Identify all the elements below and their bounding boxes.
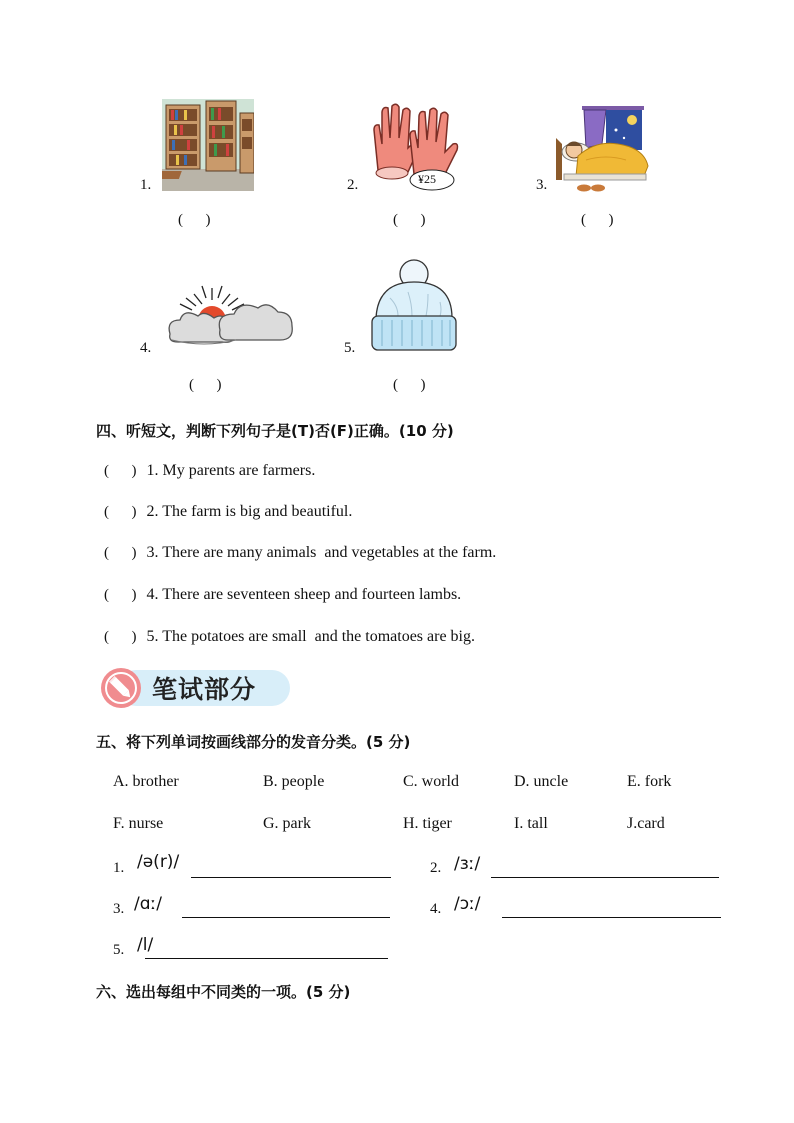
blank-3-number: 3. bbox=[113, 901, 125, 917]
section5-title: 五、将下列单词按画线部分的发音分类。(5 分) bbox=[96, 733, 411, 751]
picture-5-number: 5. bbox=[344, 340, 356, 356]
winter-hat-icon bbox=[368, 258, 458, 354]
picture-1-number: 1. bbox=[140, 177, 152, 193]
blank-4-ipa: /ɔː/ bbox=[454, 894, 481, 914]
picture-2-answer-paren[interactable]: ( ) bbox=[393, 212, 426, 228]
blank-3-ipa: /ɑː/ bbox=[134, 894, 162, 914]
section4-title: 四、听短文，判断下列句子是(T)否(F)正确。(10 分) bbox=[96, 422, 454, 440]
answer-line-2[interactable] bbox=[491, 877, 719, 878]
blank-1-ipa: /ə(r)/ bbox=[137, 852, 180, 872]
section4-item-2 bbox=[104, 503, 352, 521]
section4-item-3 bbox=[104, 544, 496, 562]
picture-3-answer-paren[interactable]: ( ) bbox=[581, 212, 614, 228]
blank-2-ipa: /ɜː/ bbox=[454, 854, 481, 874]
written-section-banner bbox=[100, 667, 292, 709]
picture-3-number: 3. bbox=[536, 177, 548, 193]
word-option: J.card bbox=[627, 815, 665, 832]
section6-title: 六、选出每组中不同类的一项。(5 分) bbox=[96, 983, 351, 1001]
statement-text: 5. The potatoes are small and the tomatoes are big. bbox=[146, 628, 475, 645]
word-option: A. brother bbox=[113, 773, 179, 790]
blank-5-ipa: /l/ bbox=[137, 935, 154, 955]
answer-paren[interactable]: ( ) bbox=[104, 587, 137, 603]
answer-line-3[interactable] bbox=[182, 917, 390, 918]
pencil-icon bbox=[100, 667, 142, 709]
answer-line-4[interactable] bbox=[502, 917, 721, 918]
answer-paren[interactable]: ( ) bbox=[104, 545, 137, 561]
price-tag-label: ¥25 bbox=[418, 172, 436, 186]
answer-paren[interactable]: ( ) bbox=[104, 463, 137, 479]
word-option: E. fork bbox=[627, 773, 672, 790]
word-option: B. people bbox=[263, 773, 325, 790]
gloves-icon bbox=[370, 100, 460, 192]
banner-label: 笔试部分 bbox=[152, 675, 257, 704]
word-option: G. park bbox=[263, 815, 311, 832]
word-option: H. tiger bbox=[403, 815, 452, 832]
statement-text: 1. My parents are farmers. bbox=[146, 462, 316, 479]
blank-1-number: 1. bbox=[113, 860, 125, 876]
picture-4-answer-paren[interactable]: ( ) bbox=[189, 377, 222, 393]
answer-line-5[interactable] bbox=[145, 958, 388, 959]
blank-5-number: 5. bbox=[113, 942, 125, 958]
blank-4-number: 4. bbox=[430, 901, 442, 917]
picture-4-number: 4. bbox=[140, 340, 152, 356]
picture-1-answer-paren[interactable]: ( ) bbox=[178, 212, 211, 228]
section4-item-1 bbox=[104, 462, 315, 480]
statement-text: 2. The farm is big and beautiful. bbox=[146, 503, 353, 520]
word-option: F. nurse bbox=[113, 815, 164, 832]
word-option: D. uncle bbox=[514, 773, 569, 790]
statement-text: 3. There are many animals and vegetables at the farm. bbox=[146, 544, 497, 561]
sun-behind-clouds-icon bbox=[164, 284, 296, 352]
answer-line-1[interactable] bbox=[191, 877, 391, 878]
word-option: I. tall bbox=[514, 815, 548, 832]
picture-2-number: 2. bbox=[347, 177, 359, 193]
bookshelves-icon bbox=[162, 99, 254, 191]
blank-2-number: 2. bbox=[430, 860, 442, 876]
answer-paren[interactable]: ( ) bbox=[104, 629, 137, 645]
word-option: C. world bbox=[403, 773, 459, 790]
statement-text: 4. There are seventeen sheep and fourteen lambs. bbox=[146, 586, 462, 603]
picture-5-answer-paren[interactable]: ( ) bbox=[393, 377, 426, 393]
answer-paren[interactable]: ( ) bbox=[104, 504, 137, 520]
section4-item-4 bbox=[104, 586, 461, 604]
section4-item-5 bbox=[104, 628, 475, 646]
sleeping-boy-icon bbox=[556, 104, 650, 194]
